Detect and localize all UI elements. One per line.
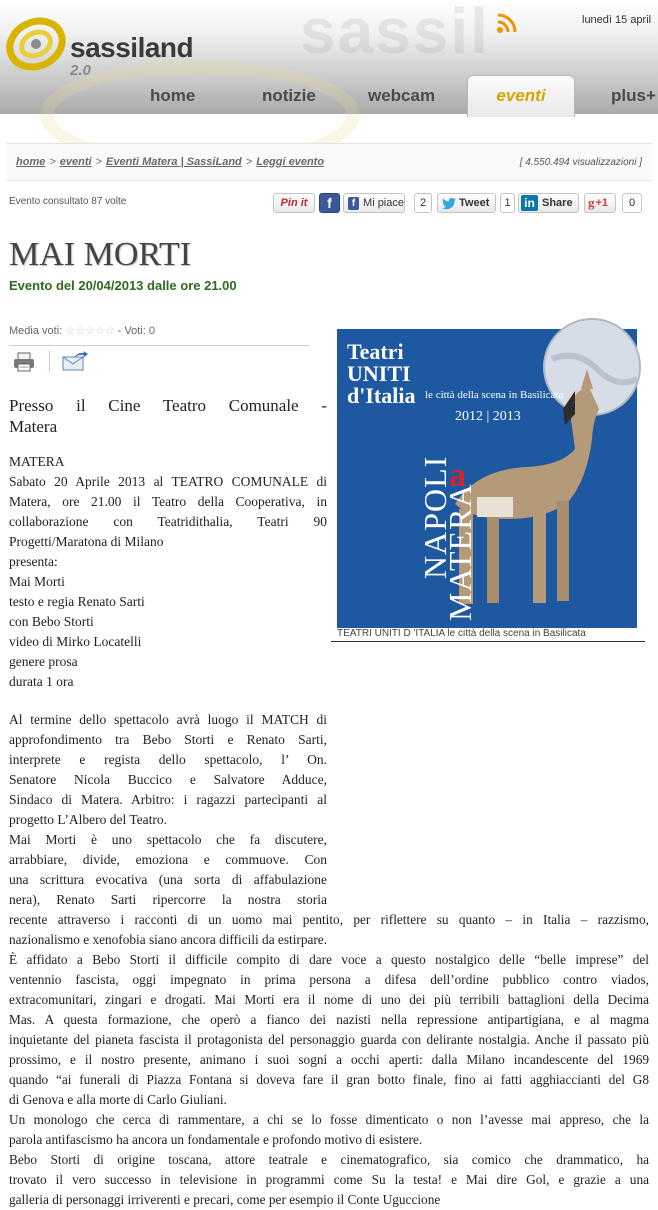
facebook-icon[interactable]: f (319, 193, 340, 213)
subtitle-line: Presso il Cine Teatro Comunale - (9, 396, 327, 415)
breadcrumb-separator: > (245, 156, 253, 168)
poster-line1: Teatri (347, 339, 404, 364)
match-line: Sindaco di Matera. Arbitro: i ragazzi partecipanti al (9, 792, 327, 807)
gplus-icon: g (588, 195, 595, 210)
event-subtitle (9, 395, 327, 437)
intro-line: testo e regia Renato Sarti (9, 594, 145, 609)
facebook-count: 2 (414, 193, 432, 213)
description-line: inquietante del pianeta fascista il protagonista del personaggio guarda con delirante nostalgia. Anche il passato più (9, 1032, 649, 1047)
description-line: extracomunitari, zingari e drogati. Mai Morti era il nome di uno dei più terribili battaglioni della Decima (9, 992, 649, 1007)
intro-line: Mai Morti (9, 574, 65, 589)
description-line: galleria di personaggi irriverenti e precari, come per esempio il Conte Uguccione (9, 1192, 441, 1207)
poster-line2: UNITI (347, 361, 411, 386)
poster-city-napoli: NAPOLI (417, 455, 453, 579)
match-line: arrabbiare, divide, emoziona e commuove. Con (9, 852, 327, 867)
intro-line: collaborazione con Teatridithalia, Teatri 90 (9, 514, 327, 529)
event-description (9, 910, 649, 1210)
intro-line: presenta: (9, 554, 58, 569)
facebook-like-label: Mi piace (363, 197, 404, 209)
match-line: progetto L’Albero del Teatro. (9, 812, 168, 827)
match-line: Senatore Nicola Buccico e Salvatore Adduce, (9, 772, 327, 787)
rating-votes: - Voti: 0 (117, 325, 155, 337)
breadcrumb-bar (6, 143, 652, 181)
breadcrumb (16, 156, 324, 168)
tweet-button[interactable] (437, 193, 496, 213)
breadcrumb-separator: > (49, 156, 56, 168)
poster-title (347, 341, 415, 407)
intro-line: con Bebo Storti (9, 614, 94, 629)
gplus-count: 0 (622, 193, 642, 213)
facebook-small-icon: f (348, 197, 359, 210)
breadcrumb-leggi-evento[interactable]: Leggi evento (256, 156, 325, 168)
breadcrumb-home[interactable]: home (16, 156, 46, 168)
description-line: prossimo, e il nostro presente, animano i suoi sogni a occhi aperti: dalla Milano incandescente del 1969 (9, 1052, 649, 1067)
tools-divider (49, 350, 50, 372)
description-line: ventennio fascista, oggi impegnato in prima persona a difesa dell’ordine pubblico contro viados, (9, 972, 649, 987)
description-line: trovato il vero successo in televisione in programmi come Su la testa! e Mai dire Gol, e grazie a una (9, 1172, 649, 1187)
print-icon[interactable] (13, 352, 35, 372)
description-line: Un monologo che cerca di rammentare, a chi se lo fosse dimenticato o non l’avesse mai appreso, che la (9, 1112, 649, 1127)
intro-line: MATERA (9, 454, 65, 469)
description-line: recente attraverso i racconti di un uomo mai pentito, per riflettere su quanto – in Italia – razzismo, (9, 912, 649, 927)
breadcrumb-separator: > (95, 156, 103, 168)
description-line: parola antifascismo ha ancora un fondamentale e profondo motivo di esistere. (9, 1132, 423, 1147)
event-intro (9, 452, 327, 692)
description-line: quando “ai funerali di Piazza Fontana si doveva fare il gran botto finale, fino ai fatti agghiaccianti del G8 (9, 1072, 649, 1087)
match-line: interprete e regista dello spettacolo, l’ On. (9, 752, 327, 767)
intro-line: Matera, ore 21.00 il Teatro della Cooperativa, in (9, 494, 327, 509)
logo-version: 2.0 (70, 62, 91, 79)
linkedin-share-button[interactable] (518, 193, 579, 213)
intro-line: Sabato 20 Aprile 2013 al TEATRO COMUNALE di (9, 474, 327, 489)
facebook-like-button[interactable] (343, 193, 405, 213)
logo-name: sassiland (70, 32, 194, 63)
header-watermark: sassil (300, 0, 490, 67)
twitter-bird-icon (442, 198, 456, 209)
match-line: una scrittura evocativa (una sorta di affabulazione (9, 872, 327, 887)
match-line: Al termine dello spettacolo avrà luogo il MATCH di (9, 712, 327, 727)
nav-notizie[interactable]: notizie (262, 86, 316, 105)
pinit-button[interactable] (273, 193, 315, 213)
event-poster (337, 329, 637, 628)
site-header (0, 0, 658, 114)
event-match-text (9, 710, 327, 910)
rating-stars[interactable]: ☆☆☆☆☆ (65, 325, 115, 337)
site-logo[interactable] (6, 6, 216, 82)
breadcrumb-eventi[interactable]: eventi (59, 156, 92, 168)
description-line: di Genova e alla morte di Carlo Giuliani. (9, 1092, 227, 1107)
linkedin-icon: in (521, 195, 538, 211)
intro-line: Progetti/Maratona di Milano (9, 534, 164, 549)
subtitle-line: Matera (9, 417, 58, 436)
current-date: lunedì 15 april (582, 14, 652, 26)
match-line: approfondimento tra Bebo Storti e Renato Sarti, (9, 732, 327, 747)
nav-home[interactable]: home (150, 86, 196, 105)
intro-line: video di Mirko Locatelli (9, 634, 142, 649)
share-email-icon[interactable] (62, 351, 88, 371)
poster-years: 2012 | 2013 (455, 409, 521, 424)
consulted-count: Evento consultato 87 volte (9, 196, 127, 207)
poster-tagline: le città della scena in Basilicata (425, 389, 564, 401)
nav-eventi[interactable]: eventi (467, 75, 575, 117)
gplus-label: +1 (595, 197, 609, 209)
poster-city-matera: MATERA (442, 483, 478, 621)
breadcrumb-eventi-matera[interactable]: Eventi Matera | SassiLand (106, 156, 242, 168)
main-nav (0, 72, 658, 114)
description-line: Mas. A questa formazione, che operò a fianco dei nazisti nella repressione antipartigiana, e al magma (9, 1012, 649, 1027)
rating (9, 324, 155, 337)
rating-label: Media voti: (9, 325, 63, 337)
event-title: MAI MORTI (9, 236, 192, 273)
description-line: È affidato a Bebo Storti il difficile compito di dare voce a questo nostalgico delle “belle imprese” del (9, 952, 649, 967)
poster-line3: d'Italia (347, 383, 416, 408)
gplus-button[interactable] (584, 193, 616, 213)
tweet-label: Tweet (459, 197, 490, 209)
intro-line: durata 1 ora (9, 674, 74, 689)
event-date: Evento del 20/04/2013 dalle ore 21.00 (9, 278, 237, 293)
poster-join-a: a (449, 457, 466, 494)
rss-icon[interactable] (496, 12, 518, 34)
poster-caption: TEATRI UNITI D 'ITALIA le città della scena in Basilicata (331, 628, 645, 642)
linkedin-share-label: Share (542, 197, 573, 209)
pinit-label: Pin it (280, 197, 308, 209)
match-line: Mai Morti è uno spettacolo che fa discutere, (9, 832, 327, 847)
views-counter: [ 4.550.494 visualizzazioni ] (519, 157, 642, 168)
tools-row (9, 345, 309, 373)
nav-webcam[interactable]: webcam (368, 86, 436, 105)
description-line: Bebo Storti di origine toscana, attore teatrale e cinematografico, sia comico che drammatico, ha (9, 1152, 649, 1167)
nav-plus[interactable]: plus+ (611, 86, 656, 105)
match-line: nera), Renato Sarti ripercorre la nostra storia (9, 892, 327, 907)
intro-line: genere prosa (9, 654, 78, 669)
tweet-count: 1 (500, 193, 515, 213)
logo-ring-icon (6, 10, 72, 76)
description-line: nazionalismo e xenofobia siano ancora difficili da estirpare. (9, 932, 328, 947)
